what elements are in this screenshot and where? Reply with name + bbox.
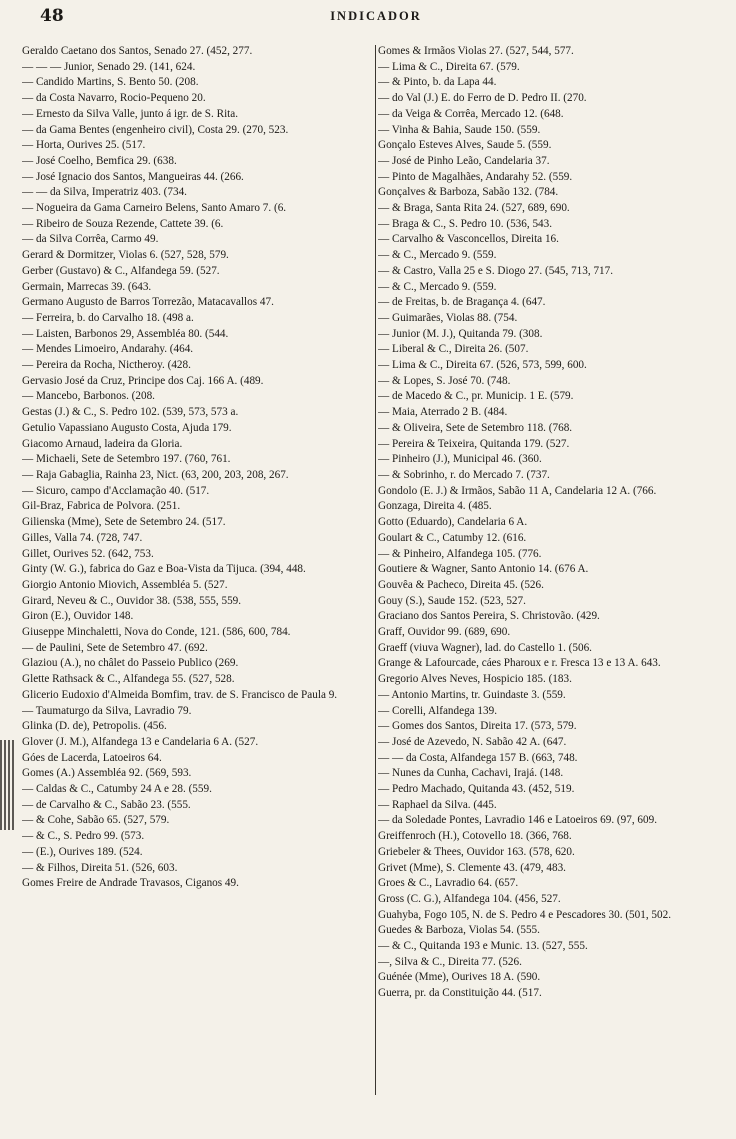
directory-entry: — da Soledade Pontes, Lavradio 146 e Latoeiros 69. (97, 609. (378, 814, 658, 827)
directory-entry: — Nunes da Cunha, Cachavi, Irajá. (148. (378, 767, 564, 780)
directory-entry: — Taumaturgo da Silva, Lavradio 79. (22, 704, 192, 717)
directory-entry: — Pereira & Teixeira, Quitanda 179. (527. (378, 437, 570, 450)
directory-entry: Giron (E.), Ouvidor 148. (22, 610, 134, 623)
directory-entry: Gerard & Dormitzer, Violas 6. (527, 528, 579. (22, 249, 229, 262)
directory-entry: — Mendes Limoeiro, Andarahy. (464. (22, 343, 194, 356)
directory-entry: Gonçalves & Barboza, Sabão 132. (784. (378, 186, 559, 199)
directory-entry: — Laisten, Barbonos 29, Assembléa 80. (544. (22, 327, 229, 340)
directory-entry: Geraldo Caetano dos Santos, Senado 27. (452, 277. (22, 45, 253, 57)
directory-entry: Grange & Lafourcade, cáes Pharoux e r. Fresca 13 e 13 A. 643. (378, 657, 661, 670)
directory-entry: — Ernesto da Silva Valle, junto á igr. de S. Rita. (22, 107, 239, 120)
directory-entry: — & C., Mercado 9. (559. (378, 280, 497, 293)
directory-entry: Gross (C. G.), Alfandega 104. (456, 527. (378, 892, 561, 905)
directory-entry: — José Coelho, Bemfica 29. (638. (22, 154, 177, 167)
directory-entry: — Carvalho & Vasconcellos, Direita 16. (378, 233, 559, 246)
directory-entry: — Braga & C., S. Pedro 10. (536, 543. (378, 217, 553, 230)
directory-entry: — Pedro Machado, Quitanda 43. (452, 519. (378, 783, 575, 796)
directory-entry: Glette Rathsack & C., Alfandega 55. (527, 528. (22, 673, 235, 686)
directory-entry: — — da Costa, Alfandega 157 B. (663, 748. (378, 751, 578, 764)
directory-entry: Glover (J. M.), Alfandega 13 e Candelaria 6 A. (527. (22, 735, 259, 748)
directory-entry: Giuseppe Minchaletti, Nova do Conde, 121. (586, 600, 784. (22, 626, 291, 639)
directory-entry: Gomes & Irmãos Violas 27. (527, 544, 577. (378, 45, 574, 57)
directory-entry: Gregorio Alves Neves, Hospicio 185. (183. (378, 673, 572, 686)
directory-entry: — de Paulini, Sete de Setembro 47. (692. (22, 641, 208, 654)
directory-entry: Girard, Neveu & C., Ouvidor 38. (538, 555, 559. (22, 594, 242, 607)
binding-margin-mark (0, 740, 14, 830)
directory-entry: — da Veiga & Corrêa, Mercado 12. (648. (378, 107, 564, 120)
directory-entry: — & Cohe, Sabão 65. (527, 579. (22, 814, 170, 827)
directory-entry: — & Oliveira, Sete de Setembro 118. (768. (378, 421, 573, 434)
directory-entry: — Raja Gabaglia, Rainha 23, Nict. (63, 200, 203, 208, 267. (22, 468, 289, 481)
directory-entry: — & C., S. Pedro 99. (573. (22, 830, 145, 843)
directory-entry: — Junior (M. J.), Quitanda 79. (308. (378, 327, 543, 340)
directory-entry: — do Val (J.) E. do Ferro de D. Pedro II. (270. (378, 92, 587, 105)
directory-entry: Germano Augusto de Barros Torrezão, Matacavallos 47. (22, 296, 274, 309)
directory-entry: Guénée (Mme), Ourives 18 A. (590. (378, 971, 541, 984)
directory-entry: Giorgio Antonio Miovich, Assembléa 5. (527. (22, 578, 228, 591)
directory-entry: Ginty (W. G.), fabrica do Gaz e Boa-Vista da Tijuca. (394, 448. (22, 563, 306, 576)
directory-entry: Gonçalo Esteves Alves, Saude 5. (559. (378, 139, 552, 152)
directory-entry: Gervasio José da Cruz, Principe dos Caj. 166 A. (489. (22, 374, 264, 387)
right-column (378, 44, 708, 1135)
directory-entry: Guedes & Barboza, Violas 54. (555. (378, 924, 540, 937)
directory-entry: Gonzaga, Direita 4. (485. (378, 500, 492, 513)
directory-entry: — Maia, Aterrado 2 B. (484. (378, 406, 508, 419)
directory-entry: Getulio Vapassiano Augusto Costa, Ajuda 179. (22, 421, 232, 434)
directory-entry: — & Pinheiro, Alfandega 105. (776. (378, 547, 542, 560)
directory-entry: — Horta, Ourives 25. (517. (22, 139, 146, 152)
directory-entry: Guerra, pr. da Constituição 44. (517. (378, 987, 542, 1000)
directory-entry: — & C., Mercado 9. (559. (378, 249, 497, 262)
directory-entry: — Ferreira, b. do Carvalho 18. (498 a. (22, 311, 194, 324)
directory-entry: — de Macedo & C., pr. Municip. 1 E. (579. (378, 390, 574, 403)
running-title: INDICADOR (330, 9, 422, 23)
directory-entry: — da Gama Bentes (engenheiro civil), Costa 29. (270, 523. (22, 123, 289, 136)
directory-entry: — & Sobrinho, r. do Mercado 7. (737. (378, 468, 550, 481)
directory-entry: Groes & C., Lavradio 64. (657. (378, 877, 519, 890)
directory-entry: Gotto (Eduardo), Candelaria 6 A. (378, 516, 528, 529)
directory-entry: — — — Junior, Senado 29. (141, 624. (22, 60, 196, 73)
directory-entry: — Sicuro, campo d'Acclamação 40. (517. (22, 484, 210, 497)
directory-entry: — Ribeiro de Souza Rezende, Cattete 39. (6. (22, 217, 224, 230)
directory-entry: Goutiere & Wagner, Santo Antonio 14. (676 A. (378, 563, 589, 576)
directory-entry: Gilles, Valla 74. (728, 747. (22, 531, 143, 544)
directory-entry: — Guimarães, Violas 88. (754. (378, 311, 518, 324)
directory-entry: Glaziou (A.), no châlet do Passeio Publico (269. (22, 657, 239, 670)
directory-entry: — Lima & C., Direita 67. (579. (378, 60, 520, 73)
directory-entry: Grivet (Mme), S. Clemente 43. (479, 483. (378, 861, 566, 874)
directory-entry: — Corelli, Alfandega 139. (378, 704, 497, 717)
left-column (22, 44, 374, 1135)
directory-entry: — — da Silva, Imperatriz 403. (734. (22, 186, 187, 199)
directory-entry: Greiffenroch (H.), Cotovello 18. (366, 768. (378, 830, 572, 843)
directory-entry: Gomes (A.) Assembléa 92. (569, 593. (22, 767, 192, 780)
directory-entry: — & Castro, Valla 25 e S. Diogo 27. (545, 713, 717. (378, 264, 614, 277)
directory-entry: Gerber (Gustavo) & C., Alfandega 59. (527. (22, 264, 220, 277)
directory-entry: Guahyba, Fogo 105, N. de S. Pedro 4 e Pescadores 30. (501, 502. (378, 908, 672, 921)
directory-entry: Graff, Ouvidor 99. (689, 690. (378, 626, 511, 639)
directory-entry: Glicerio Eudoxio d'Almeida Bomfim, trav. de S. Francisco de Paula 9. (22, 688, 338, 701)
directory-entry: — Vinha & Bahia, Saude 150. (559. (378, 123, 541, 136)
directory-entry: Góes de Lacerda, Latoeiros 64. (22, 751, 162, 764)
directory-entry: — Nogueira da Gama Carneiro Belens, Santo Amaro 7. (6. (22, 202, 287, 215)
directory-entry: — & C., Quitanda 193 e Munic. 13. (527, 555. (378, 940, 588, 953)
directory-entry: — & Pinto, b. da Lapa 44. (378, 76, 497, 89)
directory-entry: — Raphael da Silva. (445. (378, 798, 497, 811)
directory-entry: Germain, Marrecas 39. (643. (22, 280, 152, 293)
directory-entry: — Pinto de Magalhães, Andarahy 52. (559. (378, 170, 573, 183)
directory-entry: Gomes Freire de Andrade Travasos, Ciganos 49. (22, 877, 239, 890)
directory-entry: — de Carvalho & C., Sabão 23. (555. (22, 798, 191, 811)
directory-entry: — Mancebo, Barbonos. (208. (22, 390, 155, 403)
directory-entry: Gestas (J.) & C., S. Pedro 102. (539, 573, 573 a. (22, 406, 239, 419)
page-number: 48 (40, 6, 64, 26)
directory-entry: Gilienska (Mme), Sete de Setembro 24. (517. (22, 516, 226, 529)
directory-entry: Gouy (S.), Saude 152. (523, 527. (378, 594, 526, 607)
directory-entry: — Candido Martins, S. Bento 50. (208. (22, 76, 199, 89)
directory-entry: — (E.), Ourives 189. (524. (22, 845, 143, 858)
directory-entry: — José Ignacio dos Santos, Mangueiras 44. (266. (22, 170, 244, 183)
directory-entry: — da Costa Navarro, Rocio-Pequeno 20. (22, 92, 206, 105)
directory-entry: — Antonio Martins, tr. Guindaste 3. (559. (378, 688, 566, 701)
directory-entry: Glinka (D. de), Petropolis. (456. (22, 720, 167, 733)
directory-entry: Gouvêa & Pacheco, Direita 45. (526. (378, 578, 544, 591)
directory-entry: — José de Pinho Leão, Candelaria 37. (378, 154, 550, 167)
directory-entry: Goulart & C., Catumby 12. (616. (378, 531, 527, 544)
directory-entry: Graciano dos Santos Pereira, S. Christovão. (429. (378, 610, 600, 623)
directory-entry: Gil-Braz, Fabrica de Polvora. (251. (22, 500, 181, 513)
directory-entry: — & Filhos, Direita 51. (526, 603. (22, 861, 178, 874)
directory-entry: —, Silva & C., Direita 77. (526. (378, 955, 522, 968)
directory-entry: — Lima & C., Direita 67. (526, 573, 599, 600. (378, 359, 587, 372)
directory-entry: Gillet, Ourives 52. (642, 753. (22, 547, 154, 560)
directory-entry: — Gomes dos Santos, Direita 17. (573, 579. (378, 720, 577, 733)
directory-entry: Griebeler & Thees, Ouvidor 163. (578, 620. (378, 845, 575, 858)
directory-entry: Graeff (viuva Wagner), lad. do Castello 1. (506. (378, 641, 592, 654)
directory-entry: — Caldas & C., Catumby 24 A e 28. (559. (22, 783, 212, 796)
directory-entry: — Michaeli, Sete de Setembro 197. (760, 761. (22, 453, 231, 466)
directory-entry: — Pinheiro (J.), Municipal 46. (360. (378, 453, 542, 466)
directory-entry: — da Silva Corrêa, Carmo 49. (22, 233, 159, 246)
directory-entry: — & Lopes, S. José 70. (748. (378, 374, 511, 387)
directory-entry: Gondolo (E. J.) & Irmãos, Sabão 11 A, Candelaria 12 A. (766. (378, 484, 657, 497)
directory-entry: — de Freitas, b. de Bragança 4. (647. (378, 296, 546, 309)
directory-entry: — Pereira da Rocha, Nictheroy. (428. (22, 359, 191, 372)
directory-entry: Giacomo Arnaud, ladeira da Gloria. (22, 437, 183, 450)
directory-entry: — Liberal & C., Direita 26. (507. (378, 343, 529, 356)
directory-entry: — José de Azevedo, N. Sabão 42 A. (647. (378, 735, 567, 748)
page-header (40, 6, 712, 32)
directory-entry: — & Braga, Santa Rita 24. (527, 689, 690. (378, 202, 570, 215)
column-divider (375, 45, 376, 1095)
